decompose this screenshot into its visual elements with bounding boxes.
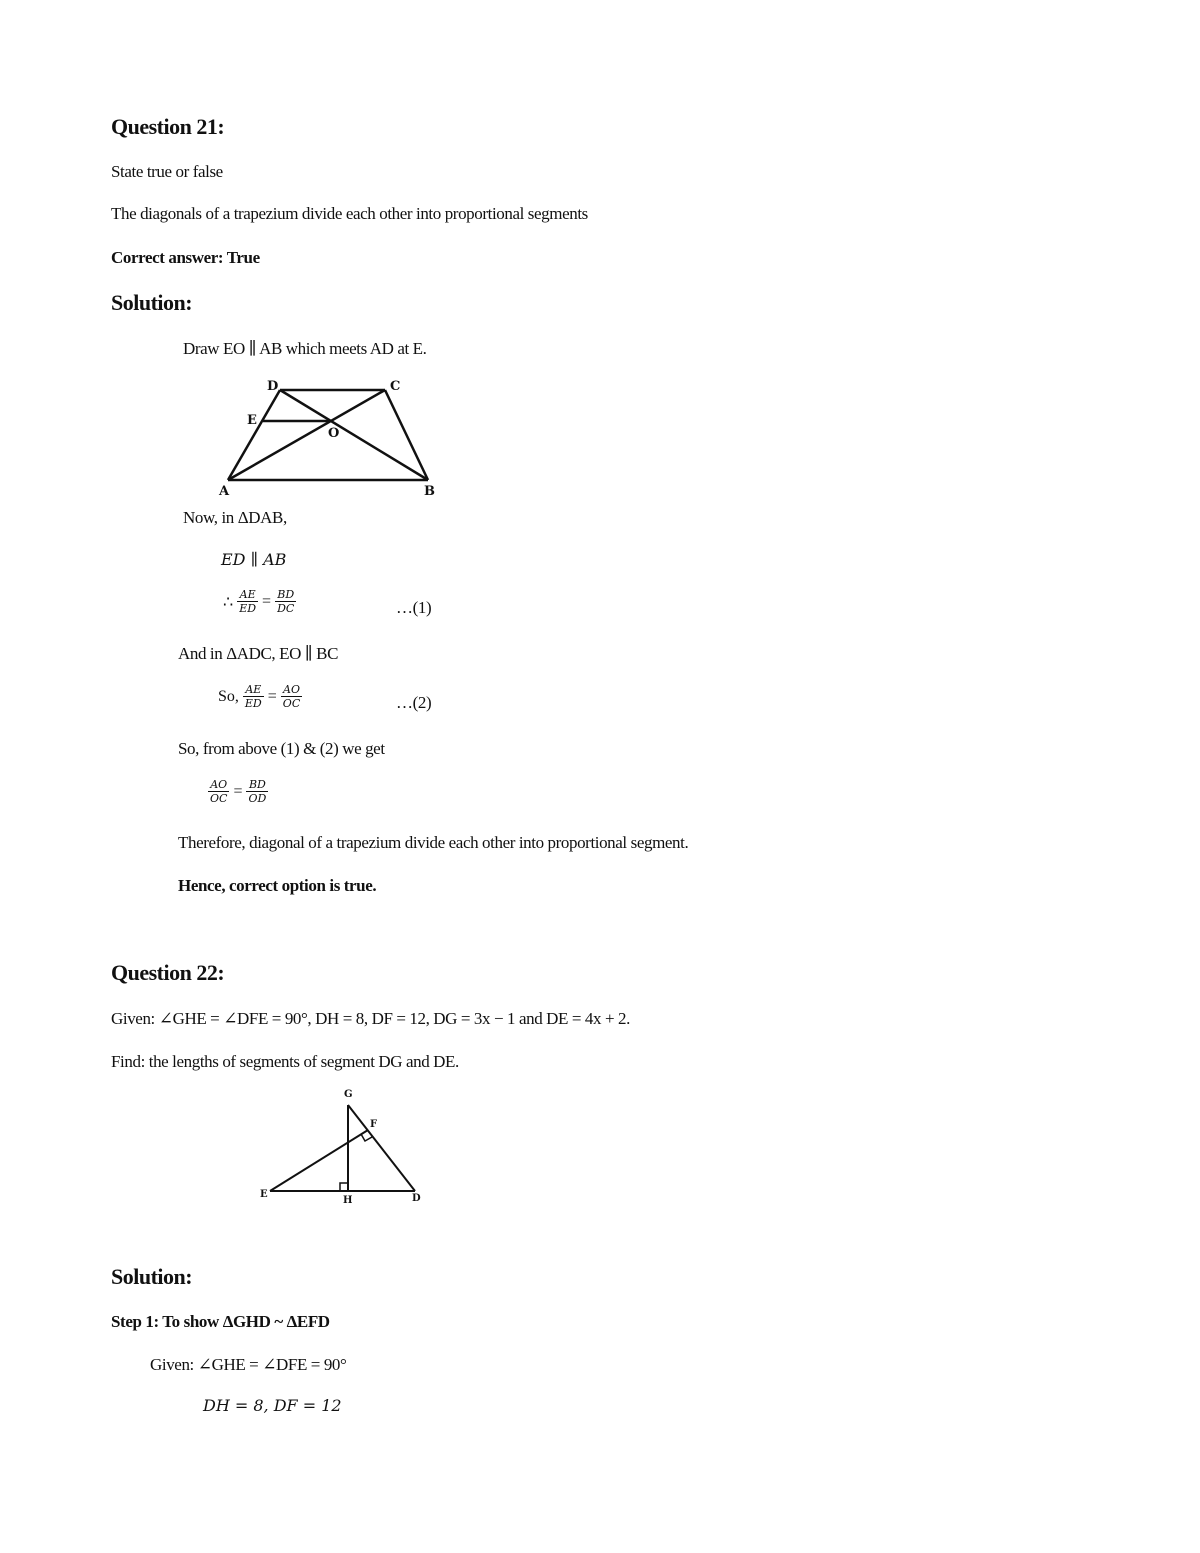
therefore-symbol: ∴	[223, 593, 234, 611]
parallel-ed-ab: ED ∥ AB	[221, 550, 287, 569]
label-a: A	[219, 484, 230, 499]
label-b: B	[424, 484, 435, 499]
question-22-heading: Question 22:	[111, 960, 225, 985]
so-label: So,	[218, 687, 239, 705]
equation-2-tag: …(2)	[396, 693, 432, 712]
label-f: F	[370, 1119, 378, 1130]
segment-ef	[270, 1130, 368, 1191]
now-in-triangle: Now, in ΔDAB,	[183, 508, 287, 527]
equation-1: ∴ $\frac{AE}{ED}$ = $\frac{BD}{DC}$	[223, 588, 295, 615]
step-1-values: DH = 8, DF = 12	[203, 1396, 342, 1415]
equation-2: So, $\frac{AE}{ED}$ = $\frac{AO}{OC}$	[218, 683, 301, 710]
from-above: So, from above (1) & (2) we get	[178, 739, 385, 758]
fraction-ao-oc-2: $\frac{AO}{OC}$	[210, 778, 228, 805]
trapezium-figure	[210, 375, 450, 500]
equation-1-tag: …(1)	[396, 598, 432, 617]
draw-line-instruction: Draw EO ∥ AB which meets AD at E.	[183, 339, 427, 358]
label-g: G	[344, 1089, 353, 1100]
label-o: O	[328, 426, 340, 441]
and-in-triangle: And in ΔADC, EO ∥ BC	[178, 644, 339, 663]
label-e2: E	[260, 1189, 268, 1200]
equation-3: $\frac{AO}{OC}$ = $\frac{BD}{OD}$	[210, 778, 267, 805]
triangle-figure	[255, 1085, 435, 1207]
question-21-statement: The diagonals of a trapezium divide each other into proportional segments	[111, 204, 588, 223]
question-22-given: Given: ∠GHE = ∠DFE = 90°, DH = 8, DF = 12, DG = 3x − 1 and DE = 4x + 2.	[111, 1009, 630, 1028]
label-d2: D	[412, 1193, 421, 1204]
question-21-heading: Question 21:	[111, 114, 225, 139]
label-e: E	[247, 413, 257, 428]
question-21-prompt: State true or false	[111, 162, 223, 181]
fraction-ae-ed: $\frac{AE}{ED}$	[239, 588, 257, 615]
question-21-answer: Correct answer: True	[111, 248, 260, 267]
side-gd	[348, 1105, 415, 1191]
step-1: Step 1: To show ΔGHD ~ ΔEFD	[111, 1312, 330, 1331]
question-22-find: Find: the lengths of segments of segment DG and DE.	[111, 1052, 459, 1071]
question-22-solution-heading: Solution:	[111, 1264, 193, 1289]
question-21-solution-heading: Solution:	[111, 290, 193, 315]
right-angle-h	[340, 1183, 348, 1191]
label-h: H	[343, 1195, 353, 1206]
fraction-bd-od: $\frac{BD}{OD}$	[248, 778, 267, 805]
fraction-bd-dc: $\frac{BD}{DC}$	[277, 588, 295, 615]
step-1-given: Given: ∠GHE = ∠DFE = 90°	[150, 1355, 347, 1374]
conclusion: Therefore, diagonal of a trapezium divide each other into proportional segment.	[178, 833, 689, 852]
diagonal-ac	[228, 390, 385, 480]
hence-statement: Hence, correct option is true.	[178, 876, 377, 895]
fraction-ae-ed-2: $\frac{AE}{ED}$	[244, 683, 262, 710]
label-d: D	[267, 379, 279, 394]
label-c: C	[390, 379, 401, 394]
fraction-ao-oc: $\frac{AO}{OC}$	[282, 683, 301, 710]
